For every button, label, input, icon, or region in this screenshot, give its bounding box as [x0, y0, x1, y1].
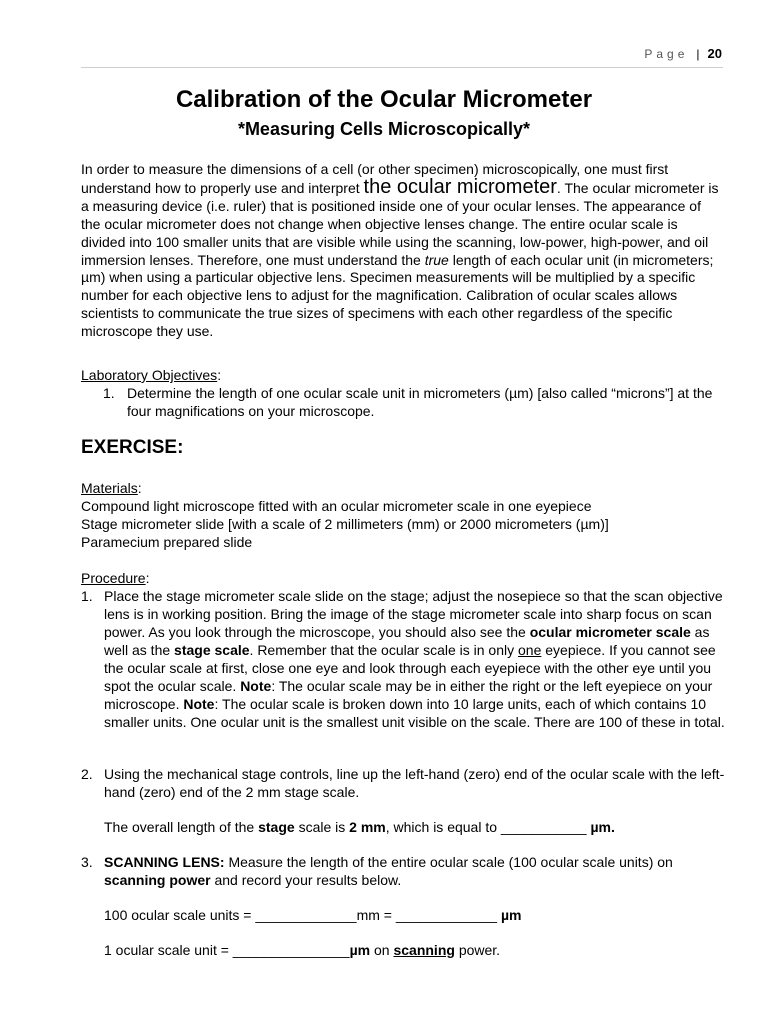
stage-length-line: The overall length of the stage scale is 2 mm, which is equal to ___________ µm.: [104, 819, 615, 835]
materials-colon: :: [137, 480, 142, 496]
step-number: 2.: [81, 766, 93, 782]
step-number: 3.: [81, 854, 93, 870]
procedure-step-2: [81, 765, 726, 836]
procedure-step-3: [81, 853, 726, 959]
intro-text-1: In order to measure the dimensions of a cell (or other specimen) microscopically, one must first understand how to properly use and interpret: [81, 161, 669, 196]
objectives-section: [81, 366, 726, 420]
intro-italic: true: [424, 251, 449, 268]
procedure-step-1: [81, 587, 726, 731]
procedure-section: [81, 569, 726, 731]
step-number: 1.: [81, 588, 93, 604]
material-item: Stage micrometer slide [with a scale of 2 millimeters (mm) or 2000 micrometers (µm)]: [81, 516, 609, 532]
objective-item: [81, 384, 726, 420]
objectives-label: Laboratory Objectives: [81, 367, 218, 383]
procedure-label: Procedure: [81, 570, 146, 586]
header-rule: [81, 67, 723, 68]
intro-text-2: . The ocular micrometer is a measuring device (i.e. ruler) that is positioned inside one of your ocular lenses. The appearance of the ocular micrometer does not change when objective lenses change. The entire ocular scale is divided into 100 smaller units that are visible while using the scanning, low-power, high-power, and oil immersion lenses. Therefore, one must understand the: [81, 179, 719, 268]
material-item: Compound light microscope fitted with an ocular micrometer scale in one eyepiece: [81, 498, 592, 514]
procedure-colon: :: [145, 570, 150, 586]
material-item: Paramecium prepared slide: [81, 534, 253, 550]
step-text: Using the mechanical stage controls, line up the left-hand (zero) end of the ocular scale with the left-hand (zero) end of the 2 mm stage scale.: [104, 766, 725, 800]
materials-label: Materials: [81, 480, 138, 496]
page-title: Calibration of the Ocular Micrometer: [175, 86, 593, 113]
step-text: Place the stage micrometer scale slide on the stage; adjust the nosepiece so that the scan objective lens is in working position. Bring the image of the stage micrometer scale into sharp focus on scan power. As you look through the microscope, you should also see the ocular micrometer scale as well as the stage scale. Remember that the ocular scale is in only one eyepiece. If you cannot see the ocular scale at first, close one eye and look through each eyepiece with the other eye until you spot the ocular scale. Note: The ocular scale may be in either the right or the left eyepiece on your microscope. Note: The ocular scale is broken down into 10 large units, each of which contains 10 smaller units. One ocular unit is the smallest unit visible on the scale. There are 100 of these in total.: [104, 588, 725, 730]
scan-measure-line-2: 1 ocular scale unit = _______________µm on scanning power.: [104, 942, 501, 958]
step-text: SCANNING LENS: Measure the length of the entire ocular scale (100 ocular scale units) on scanning power and record your results below.: [104, 854, 673, 888]
objective-number: 1.: [103, 385, 115, 401]
page-separator: |: [696, 47, 700, 61]
intro-text-3: length of each ocular unit (in micrometers; µm) when using a particular objective lens. Specimen measurements will be multiplied by a specific number for each objective lens to adjust for the magnification. Calibration of ocular scales allows scientists to communicate the true sizes of specimens with each other regardless of the specific microscope they use.: [81, 251, 714, 340]
page-word: Page: [644, 47, 689, 61]
page-subtitle: *Measuring Cells Microscopically*: [237, 119, 531, 139]
materials-section: [81, 479, 726, 551]
intro-paragraph: [81, 161, 723, 341]
exercise-heading: EXERCISE:: [81, 437, 184, 458]
scan-measure-line-1: 100 ocular scale units = _____________mm = _____________ µm: [104, 907, 522, 923]
page-number: 20: [707, 46, 722, 61]
objectives-colon: :: [217, 367, 222, 383]
page-header: [644, 46, 722, 61]
intro-emphasis: the ocular micrometer: [363, 175, 557, 198]
objective-text: Determine the length of one ocular scale unit in micrometers (µm) [also called “microns”] at the four magnifications on your microscope.: [127, 385, 713, 419]
